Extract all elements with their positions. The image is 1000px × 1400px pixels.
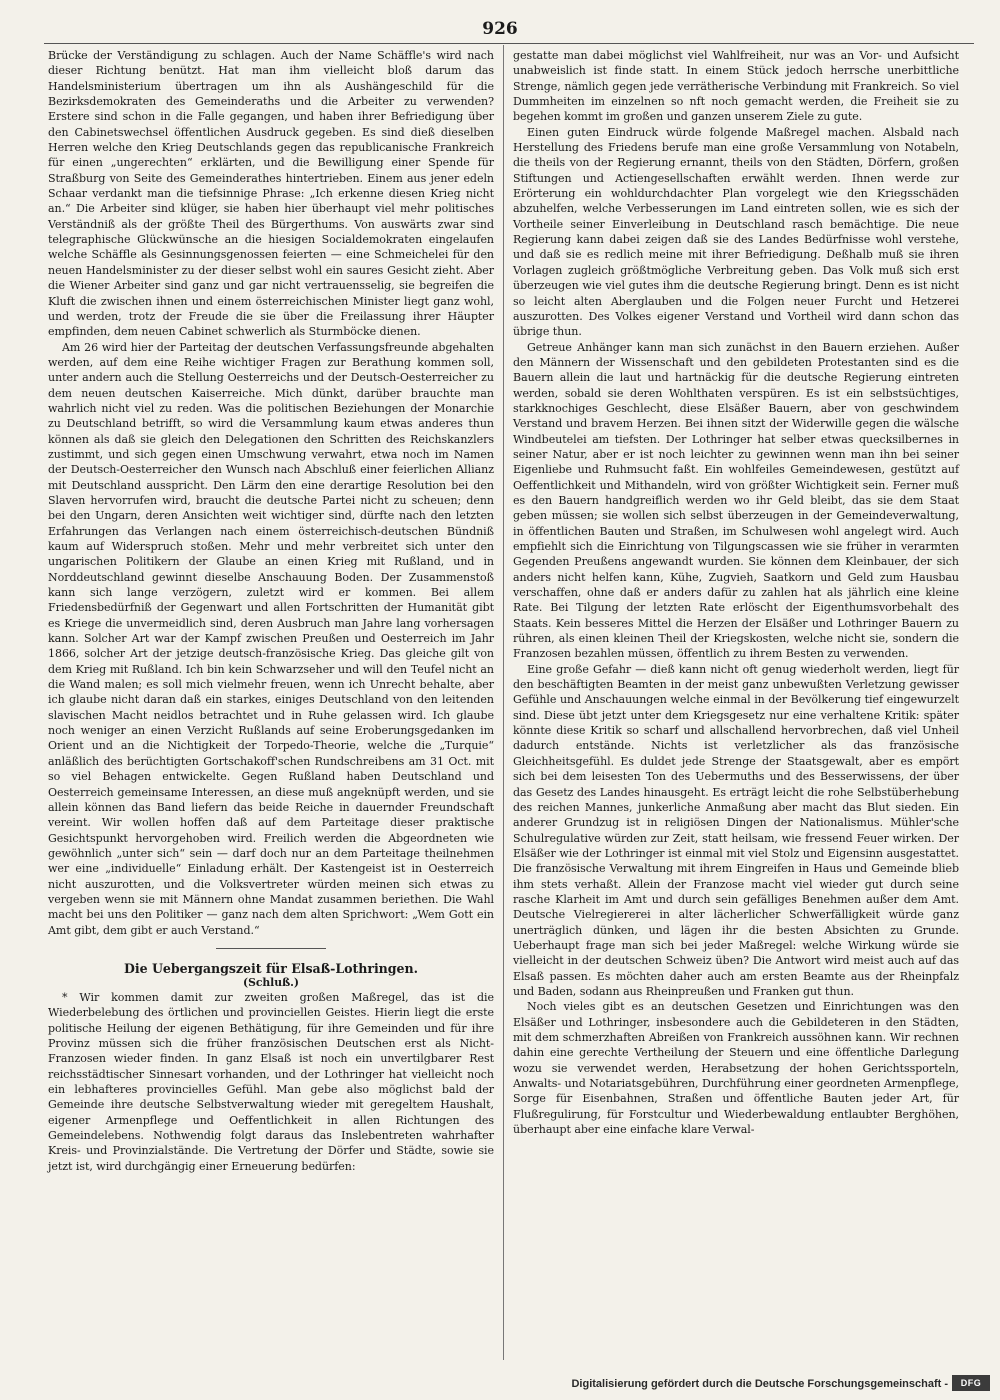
section-subtitle: (Schluß.)	[243, 975, 299, 989]
article-paragraph: Einen guten Eindruck würde folgende Maßregel machen. Alsbald nach Herstellung des Friedens berufe man eine große Versammlung von Notabeln, die theils von der Regierung ernannt, theils von den Städten, Dörfern, großen Stiftungen und Actiengesellschaften erwählt werden. Ihnen werde zur Erörterung ein wohldurchdachter Plan vorgelegt wie den Kriegsschäden abzuhelfen, welche Verbesserungen im Land eintreten sollen, wie es sich der Vortheile seiner Einverleibung in Deutschland rasch bemächtige. Die neue Regierung kann dabei zeigen daß sie des Landes Bedürfnisse wohl verstehe, und daß sie es redlich meine mit ihrer Befriedigung. Deßhalb muß sie ihren Vorlagen zugleich größtmögliche Verbreitung geben. Das Volk muß sich erst überzeugen wie viel gutes ihm die deutsche Regierung bringt. Denn es ist nicht so leicht alten Aberglauben und die Folgen neuer Furcht und Hetzerei auszurotten. Des Volkes eigener Verstand und Vortheil wird dann schon das übrige thun.	[513, 125, 959, 339]
header-rule	[44, 43, 974, 44]
right-column	[513, 48, 959, 1137]
article-paragraph: Brücke der Verständigung zu schlagen. Auch der Name Schäffle's wird nach dieser Richtung benützt. Hat man ihm vielleicht bloß darum das Handelsministerium übertragen um ihn als Aushängeschild für die Bezirksdemokraten des Gemeinderaths und die Arbeiter zu verwenden? Erstere sind schon in die Falle gegangen, und haben ihrer Befriedigung über den Cabinetswechsel öffentlichen Ausdruck gegeben. Es sind dieß dieselben Herren welche den Krieg Deutschlands gegen das republicanische Frankreich für einen „ungerechten“ erklärten, und die Bewilligung einer Spende für Straßburg von Seite des Gemeinderathes hintertrieben. Einem aus jener edeln Schaar verdankt man die tiefsinnige Phrase: „Ich erkenne diesen Krieg nicht an.“ Die Arbeiter sind klüger, sie haben hier überhaupt viel mehr politisches Verständniß als der größte Theil des Bürgerthums. Von auswärts zwar sind telegraphische Glückwünsche an die hiesigen Socialdemokraten eingelaufen welche Schäffle als Gesinnungsgenossen feierten — eine Schmeichelei für den neuen Handelsminister zu der dieser selbst wohl ein saures Gesicht zieht. Aber die Wiener Arbeiter sind ganz und gar nicht vertrauensselig, sie begreifen die Kluft die zwischen ihnen und einem österreichischen Minister liegt ganz wohl, und werden, trotz der Freude die sie über die Freilassung ihrer Häupter empfinden, dem neuen Cabinet schwerlich als Sturmböcke dienen.	[48, 49, 494, 339]
left-column	[48, 48, 494, 1174]
section-title: Die Uebergangszeit für Elsaß-Lothringen.	[124, 960, 418, 976]
digitization-credit: Digitalisierung gefördert durch die Deutsche Forschungsgemeinschaft -	[571, 1378, 948, 1390]
section-divider	[216, 948, 326, 949]
article-paragraph: Getreue Anhänger kann man sich zunächst in den Bauern erziehen. Außer den Männern der Wissenschaft und den gebildeten Protestanten sind es die Bauern allein die laut und hartnäckig für die deutsche Regierung eintreten werden, sobald sie deren Wohlthaten verspüren. Es ist ein selbstsüchtiges, starkknochiges Geschlecht, diese Elsäßer Bauern, aber von geschwindem Verstand und bravem Herzen. Bei ihnen sitzt der Widerwille gegen die wälsche Windbeutelei am tiefsten. Der Lothringer hat selber etwas quecksilbernes in seiner Natur, aber er ist noch leichter zu gewinnen wenn man ihn bei seiner Eigenliebe und Ruhmsucht faßt. Ein wohlfeiles Gemeindewesen, gestützt auf Oeffentlichkeit und Mithandeln, wird von größter Wichtigkeit sein. Ferner muß es den Bauern handgreiflich werden wo ihr Geld bleibt, das sie dem Staat geben müssen; sie wollen sich selbst überzeugen in der Gemeindeverwaltung, in öffentlichen Bauten und Straßen, im Schulwesen wohl angelegt wird. Auch empfiehlt sich die Einrichtung von Tilgungscassen wie sie früher in verarmten Gegenden Preußens angewandt wurden. Sie können dem Kleinbauer, der sich anders nicht helfen kann, Kühe, Zugvieh, Saatkorn und Geld zum Hausbau verschaffen, ohne daß er anders dafür zu zahlen hat als jährlich eine kleine Rate. Bei Tilgung der letzten Rate erlöscht der Eigenthumsvorbehalt des Staats. Kein besseres Mittel die Herzen der Elsäßer und Lothringer Bauern zu rühren, als einen kleinen Theil der Kriegskosten, welche nicht sie, sondern die Franzosen bezahlen müssen, öffentlich zu ihrem Besten zu verwenden.	[513, 340, 959, 661]
article-paragraph: gestatte man dabei möglichst viel Wahlfreiheit, nur was an Vor- und Aufsicht unabweislich ist finde statt. In einem Stück jedoch herrsche unerbittliche Strenge, nämlich gegen jede verrätherische Verbindung mit Frankreich. So viel Dummheiten im einzelnen so nft noch gemacht werden, die Freiheit sie zu begehen kommt im großen und ganzen unserem Ziele zu gute.	[513, 49, 959, 124]
article-paragraph: * Wir kommen damit zur zweiten großen Maßregel, das ist die Wiederbelebung des örtlichen und provinciellen Geistes. Hierin liegt die erste politische Heilung der eigenen Bethätigung, für ihre Gemeinden und für ihre Provinz müssen sich die früher französischen Deutschen erst als Nicht-Franzosen wieder finden. In ganz Elsaß ist noch ein unvertilgbarer Rest reichsstädtischer Sinnesart vorhanden, und der Lothringer hat vielleicht noch ein lebhafteres provincielles Gefühl. Man gebe also möglichst bald der Gemeinde ihre deutsche Selbstverwaltung wieder mit geregeltem Haushalt, eigener Armenpflege und Oeffentlichkeit in allen Richtungen des Gemeindelebens. Nothwendig folgt daraus das Inslebentreten wahrhafter Kreis- und Provinzialstände. Die Vertretung der Dörfer und Städte, sowie sie jetzt ist, wird durchgängig einer Erneuerung bedürfen:	[48, 990, 494, 1173]
article-paragraph: Am 26 wird hier der Parteitag der deutschen Verfassungsfreunde abgehalten werden, auf dem eine Reihe wichtiger Fragen zur Berathung kommen soll, unter andern auch die Stellung Oesterreichs und der Deutsch-Oesterreicher zu dem neuen deutschen Kaiserreiche. Mich dünkt, darüber brauchte man wahrlich nicht viel zu reden. Was die politischen Beziehungen der Monarchie zu Deutschland betrifft, so wird die Versammlung kaum etwas anderes thun können als daß sie gleich den Delegationen den Schritten des Reichskanzlers zustimmt, und sich gegen einen Umschwung verwahrt, etwa noch im Namen der Deutsch-Oesterreicher den Wunsch nach Abschluß einer feierlichen Allianz mit Deutschland ausspricht. Den Lärm den eine derartige Resolution bei den Slaven hervorrufen wird, braucht die deutsche Partei nicht zu scheuen; denn bei den Ungarn, deren Ansichten weit wichtiger sind, dürfte nach den letzten Erfahrungen das Verlangen nach einem österreichisch-deutschen Bündniß kaum auf Widerspruch stoßen. Mehr und mehr verbreitet sich unter den ungarischen Politikern der Glaube an einen Krieg mit Rußland, und in Norddeutschland gewinnt dieselbe Anschauung Boden. Der Zusammenstoß kann sich lange verzögern, zuletzt wird er kommen. Bei allem Friedensbedürfniß der Gegenwart und allen Fortschritten der Humanität gibt es Kriege die unvermeidlich sind, deren Ausbruch man Jahre lang vorhersagen kann. Solcher Art war der Kampf zwischen Preußen und Oesterreich im Jahr 1866, solcher Art der jetzige deutsch-französische Krieg. Das gleiche gilt von dem Krieg mit Rußland. Ich bin kein Schwarzseher und will den Teufel nicht an die Wand malen; es soll mich vielmehr freuen, wenn ich Unrecht behalte, aber ich glaube nicht daran daß ein starkes, einiges Deutschland von den leitenden slavischen Macht neidlos betrachtet und in Ruhe gelassen wird. Ich glaube noch weniger an einen Verzicht Rußlands auf seine Eroberungsgedanken im Orient und an die Nichtigkeit der Torpedo-Theorie, welche die „Turquie“ anläßlich des berüchtigten Gortschakoff'schen Rundschreibens am 31 Oct. mit so viel Behagen entwickelte. Gegen Rußland haben Deutschland und Oesterreich gemeinsame Interessen, an diese muß angeknüpft werden, und sie allein können das Band liefern das beide Reiche in dauernder Freundschaft vereint. Wir wollen hoffen daß auf dem Parteitage dieser praktische Gesichtspunkt hervorgehoben wird. Freilich werden die Abgeordneten wie gewöhnlich „unter sich“ sein — darf doch nur an dem Parteitage theilnehmen wer eine „individuelle“ Einladung erhält. Der Kastengeist ist in Oesterreich nicht auszurotten, und die Volksvertreter würden meinen sich etwas zu vergeben wenn sie mit Männern ohne Mandat zusammen beriethen. Die Wahl macht bei uns den Politiker — ganz nach dem alten Sprichwort: „Wem Gott ein Amt gibt, dem gibt er auch Verstand.“	[48, 340, 494, 937]
dfg-logo: DFG	[952, 1375, 990, 1391]
article-paragraph: Noch vieles gibt es an deutschen Gesetzen und Einrichtungen was den Elsäßer und Lothringer, insbesondere auch die Gebildeteren in den Städten, mit dem schmerzhaften Abreißen von Frankreich aussöhnen kann. Wir rechnen dahin eine gerechte Vertheilung der Steuern und eine öffentliche Darlegung wozu sie verwendet werden, Herabsetzung der hohen Gerichtssporteln, Anwalts- und Notariatsgebühren, Durchführung einer geordneten Armenpflege, Sorge für Eisenbahnen, Straßen und öffentliche Bauten jeder Art, für Flußregulirung, für Forstcultur und Wiederbewaldung entlaubter Berghöhen, überhaupt aber eine einfache klare Verwal-	[513, 1000, 959, 1137]
page-number: 926	[482, 19, 518, 39]
article-paragraph: Eine große Gefahr — dieß kann nicht oft genug wiederholt werden, liegt für den beschäftigten Beamten in der meist ganz unbewußten Verletzung gewisser Gefühle und Anschauungen welche einmal in der Bevölkerung tief eingewurzelt sind. Diese übt jetzt unter dem Kriegsgesetz nur eine verhaltene Kritik: später könnte diese Kritik so scharf und allschallend hervorbrechen, daß viel Unheil dadurch entstände. Nichts ist verletzlicher als das französische Gleichheitsgefühl. Es duldet jede Strenge der Staatsgewalt, aber es empört sich bei dem leisesten Ton des Uebermuths und des Besserwissens, der über das Gesetz des Landes hinausgeht. Es erträgt leicht die rohe Selbstüberhebung des reichen Mannes, junkerliche Anmaßung aber macht das Blut sieden. Ein anderer Grundzug ist in religiösen Dingen der Nationalismus. Mühler'sche Schulregulative würden zur Zeit, statt heilsam, wie fressend Feuer wirken. Der Elsäßer wie der Lothringer ist einmal mit viel Stolz und Eigensinn ausgestattet. Die französische Verwaltung mit ihrem Eingreifen in Haus und Gemeinde blieb ihm stets verhaßt. Allein der Franzose macht viel wieder gut durch seine rasche Klarheit im Amt und durch sein gefälliges Benehmen außer dem Amt. Deutsche Vielregiererei in alter lächerlicher Schwerfälligkeit würde ganz unerträglich dünken, und lägen ihr die besten Absichten zu Grunde. Ueberhaupt frage man sich bei jeder Maßregel: welche Wirkung würde sie vielleicht in der deutschen Schweiz üben? Die Antwort wird meist auch auf das Elsaß passen. Es möchten daher auch am ersten Beamte aus der Rheinpfalz und Baden, sodann aus Rheinpreußen und Franken gut thun.	[513, 662, 959, 998]
footer	[0, 1370, 1000, 1400]
column-divider	[503, 45, 504, 1360]
